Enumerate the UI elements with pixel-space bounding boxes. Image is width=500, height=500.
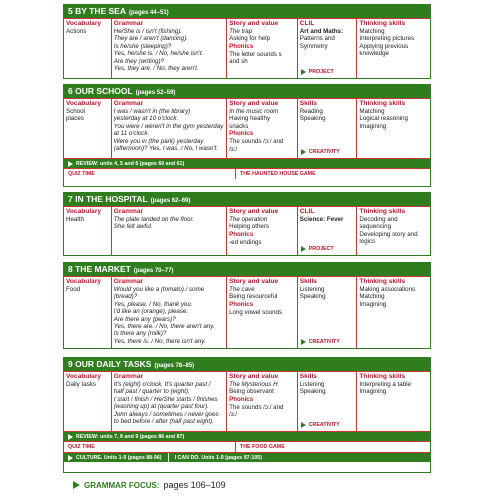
unit-title: OUR DAILY TASKS bbox=[75, 359, 152, 369]
thinking-cell bbox=[357, 277, 430, 348]
unit-title: BY THE SEA bbox=[75, 6, 126, 16]
grammar-cell bbox=[112, 207, 227, 255]
phonics-label: Phonics bbox=[229, 230, 254, 238]
review-label: REVIEW: units 4, 5 and 6 (pages 60 and 61) bbox=[76, 160, 185, 167]
thinking-line: knowledge bbox=[359, 50, 389, 58]
grammar-line: Are there any (pears)? bbox=[113, 315, 176, 323]
unit-pages: (pages 52–59) bbox=[135, 90, 176, 96]
grammar-line: Would you like a (tomato) / some bbox=[113, 286, 205, 293]
vocabulary-text: places bbox=[66, 115, 84, 123]
column-title: Thinking skills bbox=[359, 208, 406, 215]
thinking-cell bbox=[357, 19, 430, 78]
culture-bar bbox=[64, 452, 430, 462]
unit-number: 7 bbox=[68, 194, 73, 204]
arrow-icon bbox=[68, 161, 73, 167]
arrow-icon bbox=[301, 246, 306, 252]
vocabulary-cell bbox=[64, 19, 112, 78]
tag-label: CREATIVITY bbox=[308, 338, 340, 345]
column-title: Story and value bbox=[229, 208, 279, 215]
unit-number: 6 bbox=[68, 86, 73, 96]
arrow-icon bbox=[301, 69, 306, 75]
arrow-icon bbox=[73, 481, 80, 489]
column-title: CLIL bbox=[299, 20, 315, 27]
grammar-line: He/She is / isn't (fishing). bbox=[113, 28, 182, 35]
grammar-line: Yes, he/she is. / No, he/she isn't. bbox=[113, 50, 204, 58]
column-title: Thinking skills bbox=[359, 373, 406, 380]
grammar-line: yesterday at 10 o'clock. bbox=[113, 115, 179, 123]
story-value: Having healthy bbox=[229, 115, 271, 123]
grammar-line: Were you in (the park) yesterday bbox=[113, 137, 204, 145]
story-value: Being resourceful bbox=[229, 293, 278, 301]
phonics-text: /ɜ:/ bbox=[229, 411, 238, 419]
phonics-text: The sounds /ɔ:/ and bbox=[229, 138, 284, 146]
column-title: Skills bbox=[299, 100, 317, 107]
grammar-focus-pages: pages 106–109 bbox=[163, 480, 226, 490]
quiz-time: QUIZ TIME bbox=[64, 442, 236, 452]
tag-label: CREATIVITY bbox=[308, 148, 340, 155]
game-title: THE HAUNTED HOUSE GAME bbox=[240, 171, 316, 177]
column-title: CLIL bbox=[299, 208, 315, 215]
tag-label: PROJECT bbox=[308, 245, 334, 252]
vocabulary-text: Daily tasks bbox=[66, 381, 96, 388]
unit-5 bbox=[63, 4, 431, 79]
story-value: Being observant bbox=[229, 388, 274, 396]
grammar-line: I'd like an (orange), please. bbox=[113, 308, 189, 316]
review-bar bbox=[64, 431, 430, 441]
grammar-line: to bed before / after (half past eight). bbox=[113, 418, 214, 426]
column-title: Vocabulary bbox=[66, 373, 102, 380]
grammar-line: (afternoon)? Yes, I was. / No, I wasn't. bbox=[113, 145, 218, 153]
column-title: Thinking skills bbox=[359, 278, 406, 285]
grammar-line: Yes, there is. / No, there isn't any. bbox=[113, 337, 206, 345]
phonics-text: -ed endings bbox=[229, 238, 262, 246]
phonics-label: Phonics bbox=[229, 300, 254, 308]
vocabulary-cell bbox=[64, 207, 112, 255]
story-cell bbox=[227, 277, 298, 348]
grammar-cell bbox=[112, 277, 227, 348]
unit-header bbox=[64, 85, 430, 98]
column-title: Story and value bbox=[229, 278, 279, 285]
column-title: Grammar bbox=[113, 208, 144, 215]
grammar-line: (washing up) at (quarter past four). bbox=[113, 403, 210, 411]
grammar-line: You were / weren't in the gym yesterday bbox=[113, 122, 224, 130]
grammar-line: half past / quarter to (eight). bbox=[113, 388, 190, 396]
phonics-label: Phonics bbox=[229, 130, 254, 138]
culture-label: CULTURE. Units 1-9 (pages 88-96) bbox=[76, 454, 162, 461]
story-value: snacks bbox=[229, 122, 249, 130]
unit-header bbox=[64, 5, 430, 18]
grammar-line: (bread)? bbox=[113, 293, 138, 301]
grammar-focus bbox=[73, 480, 226, 490]
column-title: Grammar bbox=[113, 100, 144, 107]
unit-title: OUR SCHOOL bbox=[75, 86, 133, 96]
thinking-line: Imagining bbox=[359, 122, 387, 130]
creativity-tag bbox=[301, 149, 340, 156]
thinking-line: Decoding and bbox=[359, 216, 398, 223]
grammar-cell bbox=[112, 19, 227, 78]
grammar-line: Yes, they are. / No, they aren't. bbox=[113, 65, 199, 73]
unit-header bbox=[64, 358, 430, 371]
grammar-line: Yes, please. / No, thank you. bbox=[113, 300, 193, 308]
unit-pages: (pages 78–85) bbox=[154, 363, 195, 369]
grammar-line: The plate landed on the floor. bbox=[113, 216, 195, 223]
tag-label: CREATIVITY bbox=[308, 421, 340, 428]
unit-title: THE MARKET bbox=[75, 264, 131, 274]
thinking-line: Developing story and bbox=[359, 230, 418, 238]
unit-pages: (pages 62–69) bbox=[150, 198, 191, 204]
thinking-line: Imagining bbox=[359, 388, 387, 396]
arrow-icon bbox=[301, 149, 306, 155]
grammar-line: I was / wasn't in (the library) bbox=[113, 108, 191, 115]
creativity-tag bbox=[301, 422, 340, 429]
column-title: Vocabulary bbox=[66, 20, 102, 27]
skills-cell bbox=[298, 277, 358, 348]
column-title: Thinking skills bbox=[359, 100, 406, 107]
phonics-label: Phonics bbox=[229, 42, 254, 50]
story-cell bbox=[227, 19, 298, 78]
column-title: Grammar bbox=[113, 278, 144, 285]
grammar-line: They are / aren't (dancing). bbox=[113, 35, 188, 43]
unit-header bbox=[64, 263, 430, 276]
skills-cell bbox=[298, 19, 358, 78]
i-can-do-label: I CAN DO. Units 1-9 (pages 97-105) bbox=[174, 454, 262, 461]
column-title: Grammar bbox=[113, 373, 144, 380]
skills-line: Speaking bbox=[299, 293, 326, 301]
thinking-cell bbox=[357, 207, 430, 255]
arrow-icon bbox=[301, 339, 306, 345]
thinking-line: Logical reasoning bbox=[359, 115, 408, 123]
phonics-label: Phonics bbox=[229, 395, 254, 403]
unit-7 bbox=[63, 192, 431, 256]
review-label: REVIEW: units 7, 8 and 9 (pages 86 and 87) bbox=[76, 433, 185, 440]
thinking-line: sequencing bbox=[359, 223, 392, 231]
grammar-line: at 11 o'clock. bbox=[113, 130, 150, 138]
grammar-line: Is there any (milk)? bbox=[113, 330, 167, 338]
vocabulary-text: School bbox=[66, 108, 85, 115]
thinking-line: Matching bbox=[359, 293, 385, 301]
skills-cell bbox=[298, 207, 358, 255]
extras-row bbox=[64, 441, 430, 452]
column-title: Story and value bbox=[229, 20, 279, 27]
thinking-line: logics bbox=[359, 238, 376, 246]
extras-row bbox=[64, 168, 430, 179]
unit-number: 9 bbox=[68, 359, 73, 369]
story-cell bbox=[227, 99, 298, 158]
grammar-line: She felt awful. bbox=[113, 223, 153, 231]
thinking-line: Interpreting pictures bbox=[359, 35, 415, 43]
grammar-line: Are they (writing)? bbox=[113, 57, 164, 65]
story-value: Helping others bbox=[229, 223, 270, 231]
phonics-text: The letter sounds s bbox=[229, 50, 282, 58]
skills-line: Speaking bbox=[299, 115, 326, 123]
skills-cell bbox=[298, 372, 358, 431]
grammar-line: John always / sometimes / never goes bbox=[113, 410, 219, 418]
column-title: Vocabulary bbox=[66, 278, 102, 285]
skills-line: Speaking bbox=[299, 388, 326, 396]
thinking-line: Imagining bbox=[359, 300, 387, 308]
skills-line: Symmetry bbox=[299, 42, 328, 50]
vocabulary-text: Food bbox=[66, 286, 81, 293]
project-tag bbox=[301, 246, 334, 253]
unit-8 bbox=[63, 262, 431, 349]
tag-label: PROJECT bbox=[308, 68, 334, 75]
thinking-line: Matching bbox=[359, 28, 385, 35]
clil-subject: Science: Fever bbox=[299, 216, 344, 223]
divider bbox=[168, 453, 169, 463]
story-cell bbox=[227, 207, 298, 255]
story-title: The operation bbox=[229, 216, 268, 223]
story-cell bbox=[227, 372, 298, 431]
skills-line: Listening bbox=[299, 381, 325, 388]
column-title: Vocabulary bbox=[66, 100, 102, 107]
skills-line: Reading bbox=[299, 108, 323, 115]
column-title: Skills bbox=[299, 373, 317, 380]
clil-subject: Art and Maths: bbox=[299, 28, 344, 35]
vocabulary-text: Health bbox=[66, 216, 84, 223]
thinking-cell bbox=[357, 99, 430, 158]
skills-line: Patterns and bbox=[299, 35, 335, 43]
skills-cell bbox=[298, 99, 358, 158]
arrow-icon bbox=[301, 422, 306, 428]
vocabulary-cell bbox=[64, 277, 112, 348]
grammar-line: I start / finish / He/She starts / finishes bbox=[113, 395, 218, 403]
column-title: Skills bbox=[299, 278, 317, 285]
unit-title: IN THE HOSPITAL bbox=[75, 194, 148, 204]
unit-number: 8 bbox=[68, 264, 73, 274]
phonics-text: Long vowel sounds bbox=[229, 308, 283, 316]
arrow-icon bbox=[68, 434, 73, 440]
grammar-line: Yes, there are. / No, there aren't any. bbox=[113, 323, 215, 331]
column-title: Vocabulary bbox=[66, 208, 102, 215]
project-tag bbox=[301, 69, 334, 76]
phonics-text: and sh bbox=[229, 58, 248, 66]
thinking-line: Matching bbox=[359, 108, 385, 115]
vocabulary-text: Actions bbox=[66, 28, 87, 35]
unit-number: 5 bbox=[68, 6, 73, 16]
grammar-cell bbox=[112, 372, 227, 431]
unit-pages: (pages 70–77) bbox=[133, 268, 174, 274]
phonics-text: /ɜ:/ bbox=[229, 145, 238, 153]
unit-6 bbox=[63, 84, 431, 187]
arrow-icon bbox=[68, 455, 73, 461]
thinking-cell bbox=[357, 372, 430, 431]
creativity-tag bbox=[301, 339, 340, 346]
grammar-line: Is he/she (sleeping)? bbox=[113, 42, 172, 50]
phonics-text: The sounds /ɔ:/ and bbox=[229, 403, 284, 411]
unit-9 bbox=[63, 357, 431, 473]
column-title: Grammar bbox=[113, 20, 144, 27]
story-title: The Mysterious H bbox=[229, 381, 278, 388]
column-title: Story and value bbox=[229, 373, 279, 380]
grammar-cell bbox=[112, 99, 227, 158]
skills-line: Listening bbox=[299, 286, 325, 293]
story-title: The cave bbox=[229, 286, 255, 293]
thinking-line: Interpreting a table bbox=[359, 381, 412, 388]
vocabulary-cell bbox=[64, 99, 112, 158]
unit-header bbox=[64, 193, 430, 206]
grammar-line: It's (eight) o'clock. It's quarter past / bbox=[113, 381, 211, 388]
thinking-line: Applying previous bbox=[359, 42, 409, 50]
story-value: Asking for help bbox=[229, 35, 271, 43]
column-title: Thinking skills bbox=[359, 20, 406, 27]
review-bar bbox=[64, 158, 430, 168]
unit-pages: (pages 44–51) bbox=[128, 10, 169, 16]
story-title: The trap bbox=[229, 28, 253, 35]
game-title: THE FOOD GAME bbox=[240, 444, 285, 450]
vocabulary-cell bbox=[64, 372, 112, 431]
story-title: In the music room bbox=[229, 108, 279, 115]
column-title: Story and value bbox=[229, 100, 279, 107]
grammar-focus-label: GRAMMAR FOCUS: bbox=[84, 480, 160, 490]
thinking-line: Making associations bbox=[359, 286, 416, 293]
quiz-time: QUIZ TIME bbox=[64, 169, 236, 179]
